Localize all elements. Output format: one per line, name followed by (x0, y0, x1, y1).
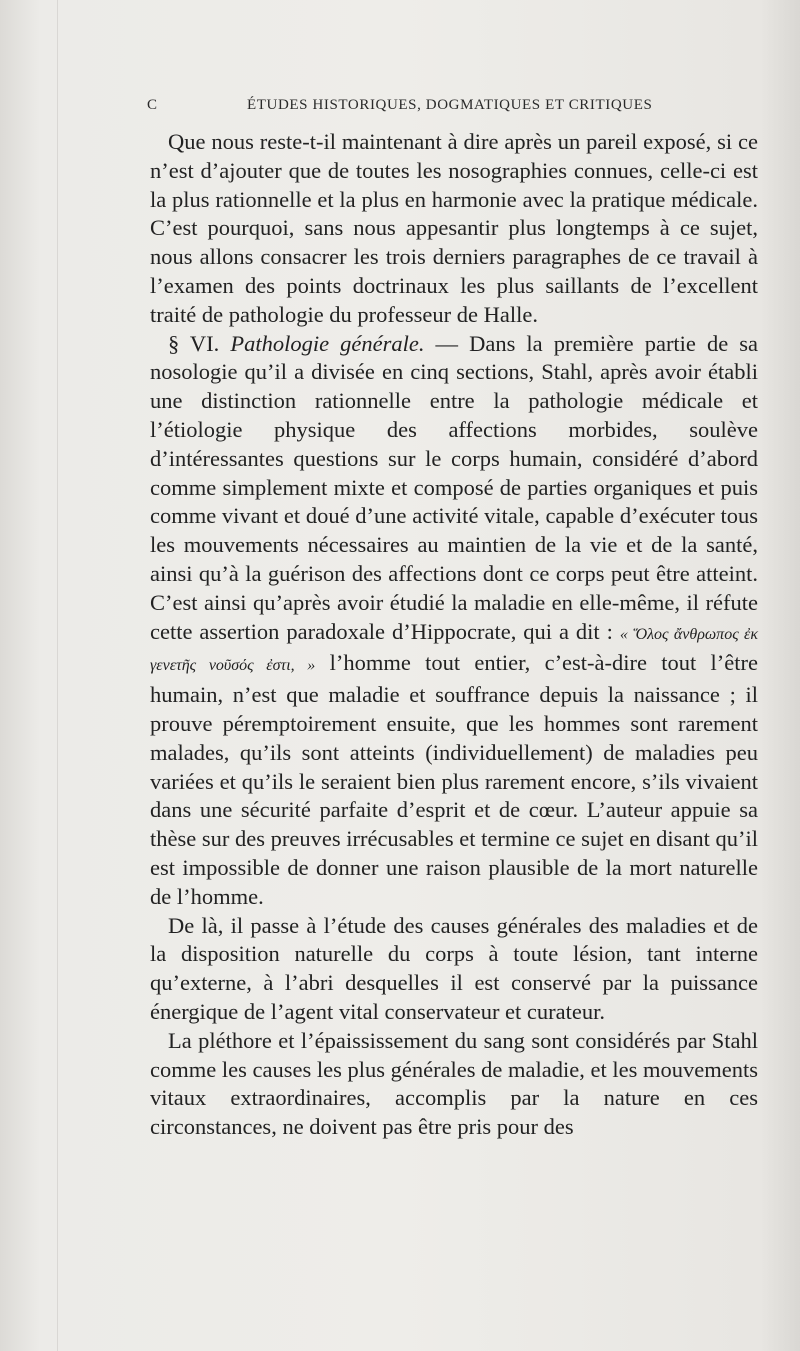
paragraph-3: De là, il passe à l’étude des causes générales des maladies et de la disposition naturelle du corps à toute lésion, tant interne qu’externe, à l’abri desquelles il est conservé par la puissance énergique de l’agent vital conservateur et curateur. (150, 912, 758, 1024)
greek-quote: « Ὅλος ἄνθρωπος ἐκ γενετῆς νοῦσός ἐστι, » (150, 625, 759, 675)
page-number: C (147, 97, 158, 113)
paragraph-2-text-before-quote: — Dans la première partie de sa nosologie qu’il a divisée en cinq sections, Stahl, après avoir établi une distinction rationnelle entre la pathologie médicale et l’étiologie physique des affections morbides, soulève d’intéressantes questions sur le corps humain, considéré d’abord comme simplement mixte et composé de parties organiques et puis comme vivant et doué d’une activité vitale, capable d’exécuter tous les mouvements nécessaires au maintien de la vie et de la santé, ainsi qu’à la guérison des affections dont ce corps peut être atteint. C’est ainsi qu’après avoir étudié la maladie en elle-même, il réfute cette assertion paradoxale d’Hippocrate, qui a dit : (150, 330, 759, 644)
section-title: Pathologie générale. (230, 330, 425, 356)
page-header (147, 97, 759, 121)
page-shadow-line (57, 0, 58, 1351)
paragraph-2-text-after-quote: l’homme tout entier, c’est-à-dire tout l’être humain, n’est que maladie et souffrance depuis la naissance ; il prouve péremptoirement ensuite, que les hommes sont rarement malades, qu’ils sont atteints (individuellement) de maladies peu variées et qu’ils le seraient bien plus rarement encore, s’ils vivaient dans une sécurité parfaite d’esprit et de cœur. L’auteur appuie sa thèse sur des preuves irrécusables et termine ce sujet en disant qu’il est impossible de donner une raison plausible de la mort naturelle de l’homme. (150, 650, 759, 909)
section-mark: § VI. (168, 330, 220, 356)
paragraph-4: La pléthore et l’épaississement du sang sont considérés par Stahl comme les causes les plus générales de maladie, et les mouvements vitaux extraordinaires, accomplis par la nature en ces circonstances, ne doivent pas être pris pour des (150, 1027, 758, 1140)
paragraph-1: Que nous reste-t-il maintenant à dire après un pareil exposé, si ce n’est d’ajouter que de toutes les nosographies connues, celle-ci est la plus rationnelle et la plus en harmonie avec la pratique médicale. C’est pourquoi, sans nous appesantir plus longtemps à ce sujet, nous allons consacrer les trois derniers paragraphes de ce travail à l’examen des points doctrinaux les plus saillants de l’excellent traité de pathologie du professeur de Halle. (150, 129, 758, 327)
body-text (150, 128, 758, 1142)
running-title: ÉTUDES HISTORIQUES, DOGMATIQUES ET CRITIQUES (247, 97, 653, 113)
paragraph-2 (150, 330, 758, 912)
